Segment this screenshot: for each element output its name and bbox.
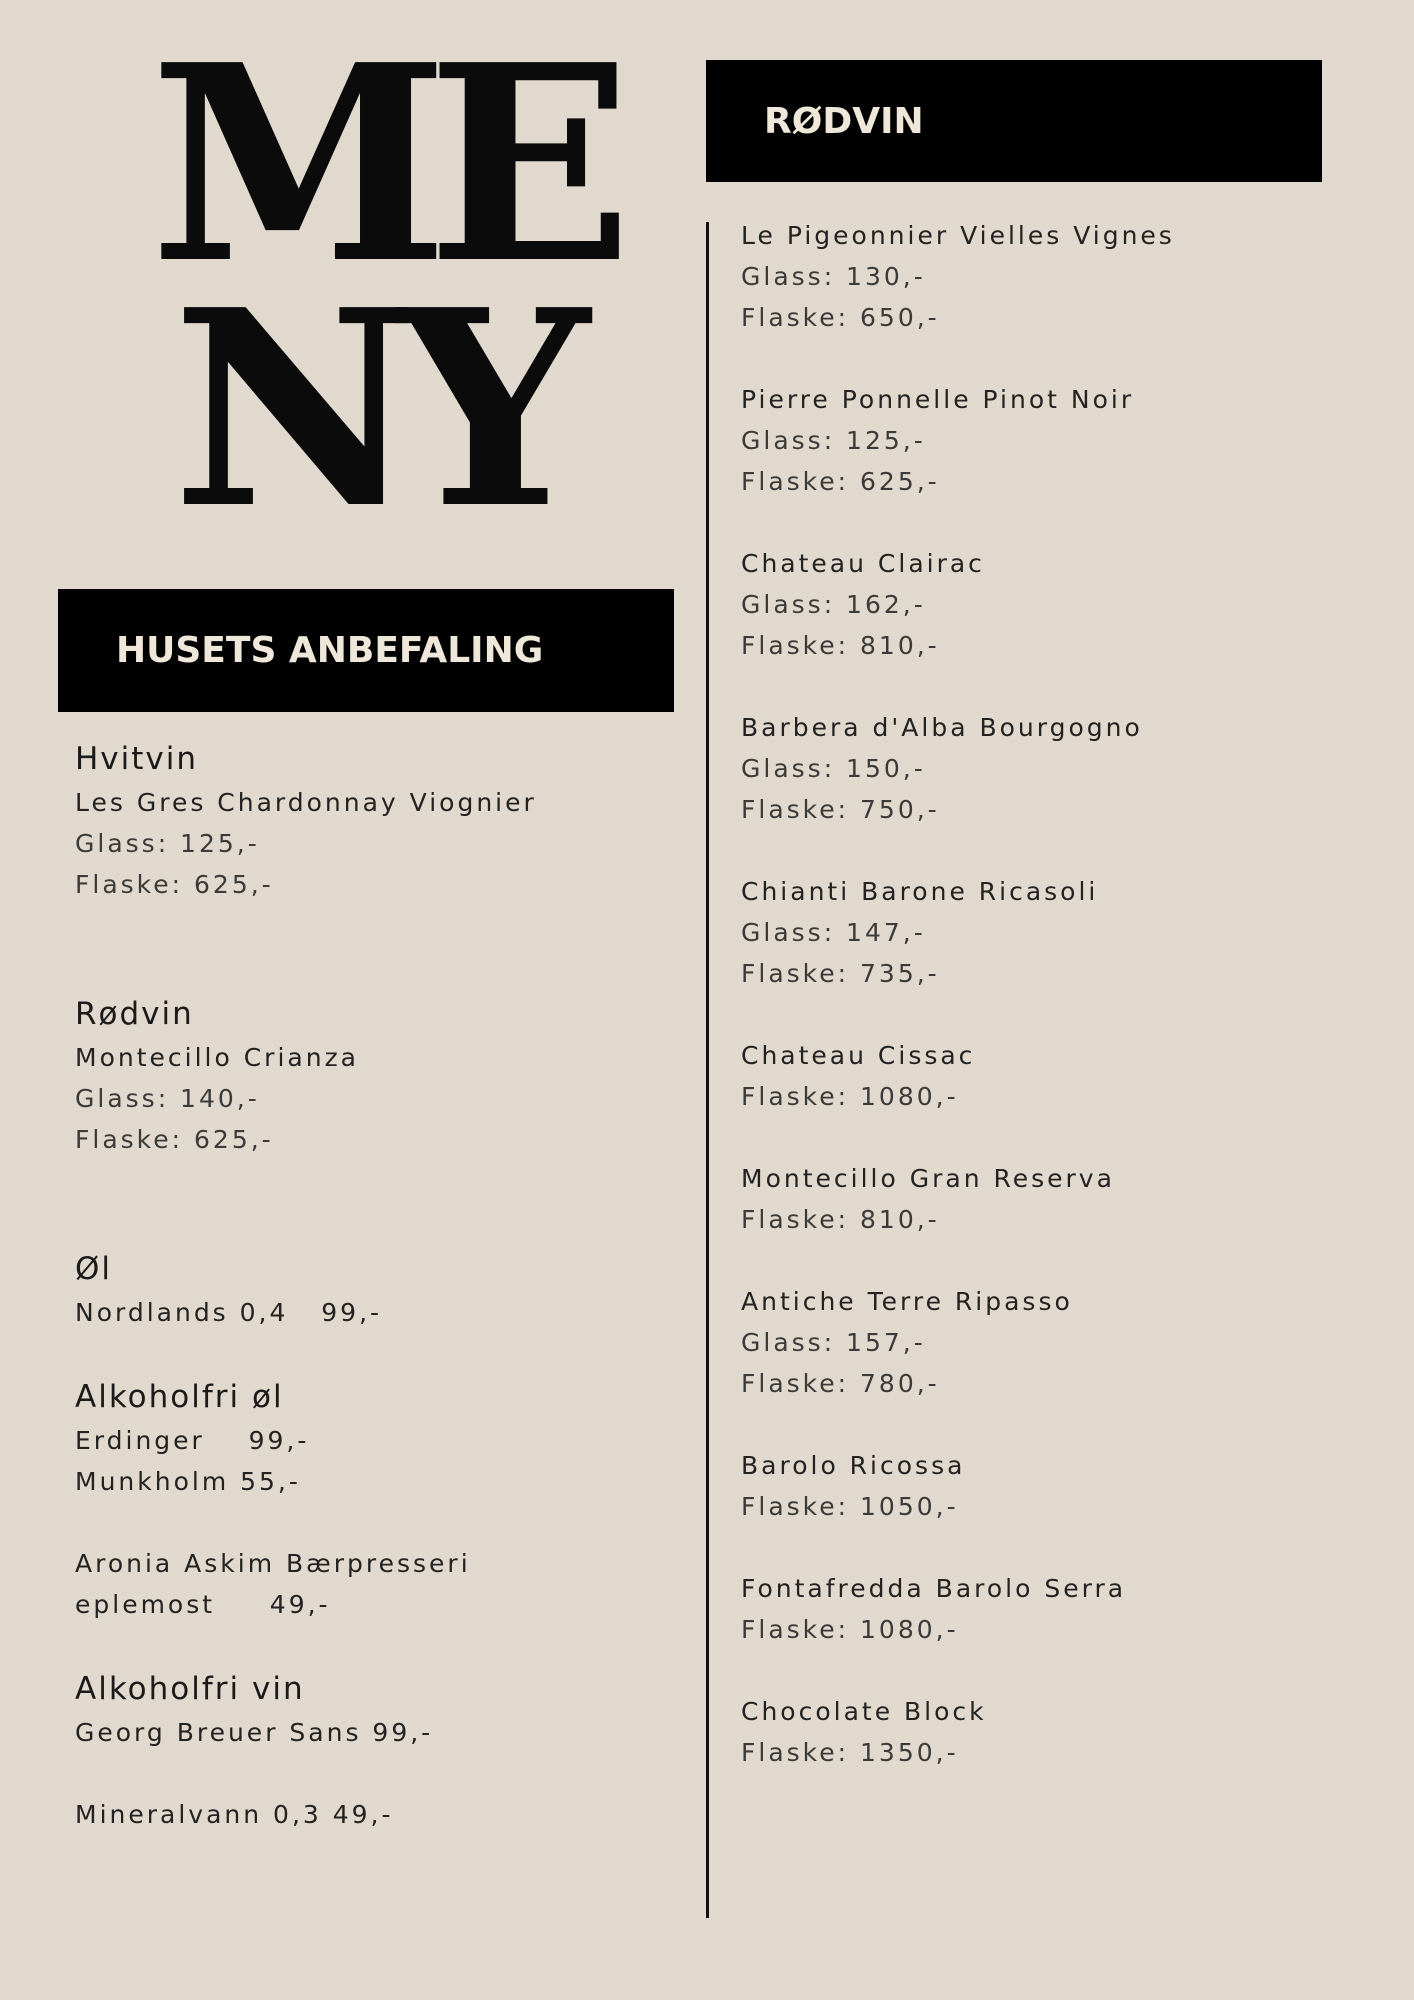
- wine-name: Chateau Cissac: [741, 1041, 976, 1070]
- section-heading: Alkoholfri vin: [75, 1671, 305, 1707]
- wine-item: [741, 1568, 1175, 1650]
- bottle-price: Flaske: 1080,-: [741, 1615, 959, 1644]
- wine-item: [741, 379, 1175, 502]
- wine-name: Barbera d'Alba Bourgogno: [741, 713, 1143, 742]
- glass-price: Glass: 130,-: [741, 262, 926, 291]
- glass-price: Glass: 157,-: [741, 1328, 926, 1357]
- glass-price: Glass: 162,-: [741, 590, 926, 619]
- red-wine-banner: [706, 60, 1322, 182]
- wine-name: Fontafredda Barolo Serra: [741, 1574, 1127, 1603]
- section-heading: Hvitvin: [75, 741, 199, 777]
- bottle-price: Flaske: 1350,-: [741, 1738, 959, 1767]
- wine-name: Antiche Terre Ripasso: [741, 1287, 1073, 1316]
- menu-title-line1: ME: [150, 5, 611, 323]
- wine-item: [741, 707, 1175, 830]
- wine-name: Le Pigeonnier Vielles Vignes: [741, 221, 1175, 250]
- bottle-price: Flaske: 1080,-: [741, 1082, 959, 1111]
- wine-name: Chateau Clairac: [741, 549, 985, 578]
- drink-item: Mineralvann 0,3 49,-: [75, 1800, 394, 1829]
- section-ol: [75, 1246, 537, 1333]
- house-recommendation-banner: [58, 589, 674, 712]
- section-hvitvin: [75, 736, 537, 905]
- section-aronia: [75, 1543, 537, 1625]
- wine-name: Les Gres Chardonnay Viognier: [75, 788, 537, 817]
- red-wine-list: [741, 215, 1175, 1773]
- wine-item: [741, 1035, 1175, 1117]
- bottle-price: Flaske: 750,-: [741, 795, 940, 824]
- wine-item: [741, 1445, 1175, 1527]
- bottle-price: Flaske: 650,-: [741, 303, 940, 332]
- section-rodvin: [75, 991, 537, 1160]
- red-wine-heading: RØDVIN: [764, 100, 924, 142]
- beer-item: Nordlands 0,4 99,-: [75, 1298, 383, 1327]
- beer-item: Erdinger 99,-: [75, 1426, 310, 1455]
- section-alkoholfri-ol: [75, 1374, 537, 1502]
- bottle-price: Flaske: 1050,-: [741, 1492, 959, 1521]
- drink-name: Aronia Askim Bærpresseri: [75, 1549, 471, 1578]
- bottle-price: Flaske: 625,-: [75, 1125, 274, 1154]
- bottle-price: Flaske: 735,-: [741, 959, 940, 988]
- column-divider: [706, 222, 709, 1918]
- wine-name: Chianti Barone Ricasoli: [741, 877, 1099, 906]
- wine-item: [741, 1281, 1175, 1404]
- wine-name: Pierre Ponnelle Pinot Noir: [741, 385, 1135, 414]
- bottle-price: Flaske: 625,-: [741, 467, 940, 496]
- section-heading: Rødvin: [75, 996, 194, 1032]
- glass-price: Glass: 125,-: [741, 426, 926, 455]
- wine-name: Chocolate Block: [741, 1697, 987, 1726]
- house-recommendation-heading: HUSETS ANBEFALING: [116, 630, 544, 671]
- bottle-price: Flaske: 810,-: [741, 1205, 940, 1234]
- glass-price: Glass: 140,-: [75, 1084, 260, 1113]
- wine-item: [741, 871, 1175, 994]
- wine-name: Montecillo Crianza: [75, 1043, 360, 1072]
- section-alkoholfri-vin: [75, 1666, 537, 1753]
- wine-item: [741, 1691, 1175, 1773]
- bottle-price: Flaske: 810,-: [741, 631, 940, 660]
- beer-item: Munkholm 55,-: [75, 1467, 301, 1496]
- wine-name: Barolo Ricossa: [741, 1451, 966, 1480]
- menu-title-line2: NY: [172, 250, 568, 568]
- wine-item: [741, 215, 1175, 338]
- section-heading: Øl: [75, 1251, 113, 1287]
- house-recommendation-column: [75, 736, 537, 1835]
- bottle-price: Flaske: 625,-: [75, 870, 274, 899]
- section-heading: Alkoholfri øl: [75, 1379, 284, 1415]
- glass-price: Glass: 150,-: [741, 754, 926, 783]
- bottle-price: Flaske: 780,-: [741, 1369, 940, 1398]
- glass-price: Glass: 125,-: [75, 829, 260, 858]
- wine-item: [741, 543, 1175, 666]
- section-mineralvann: [75, 1794, 537, 1835]
- wine-item: [741, 1158, 1175, 1240]
- glass-price: Glass: 147,-: [741, 918, 926, 947]
- wine-name: Montecillo Gran Reserva: [741, 1164, 1115, 1193]
- drink-item: Georg Breuer Sans 99,-: [75, 1718, 434, 1747]
- drink-item: eplemost 49,-: [75, 1590, 331, 1619]
